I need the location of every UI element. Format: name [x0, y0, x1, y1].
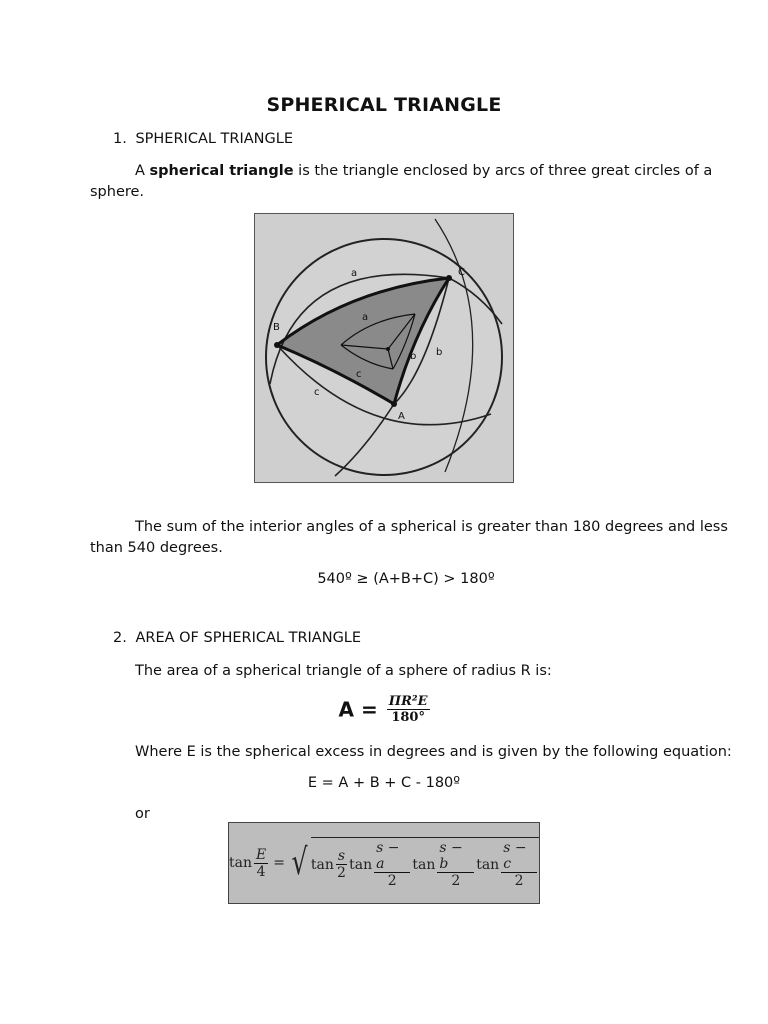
section-2-number: 2. [113, 630, 127, 646]
label-a-outer: a [351, 268, 358, 279]
sphere-diagram [255, 214, 513, 482]
formula-equals: = [273, 855, 285, 871]
vertex-c-dot [446, 275, 452, 281]
definition-text-end: is the triangle enclosed by arcs of three great circles of a [293, 163, 713, 179]
formula-4-denominator: 4 [256, 863, 266, 880]
angle-sum-line2: than 540 degrees. [90, 540, 223, 556]
formula-tan-2: tan [349, 856, 373, 873]
definition-term: spherical triangle [149, 163, 294, 179]
excess-equation: E = A + B + C - 180º [307, 775, 461, 791]
label-b-inner: b [410, 351, 417, 362]
formula-tan-4: tan [476, 856, 500, 873]
area-formula-fraction [387, 694, 430, 725]
page-title: SPHERICAL TRIANGLE [266, 94, 502, 116]
definition-text-start: A [135, 163, 150, 179]
formula-fraction-2 [374, 840, 410, 889]
formula-fraction-e4 [254, 847, 268, 880]
area-formula-numerator: ΠR²E [388, 694, 428, 709]
label-c-inner: c [356, 369, 362, 380]
label-vertex-a: A [398, 411, 405, 422]
fraction-3-numerator: s − b [437, 840, 474, 873]
section-2-heading [113, 630, 361, 646]
fraction-3-denominator: 2 [451, 873, 461, 889]
fraction-4-denominator: 2 [514, 873, 524, 889]
label-a-inner: a [362, 312, 369, 323]
lhuilier-formula [228, 822, 540, 904]
area-formula-lhs: A = [338, 697, 378, 722]
fraction-2-numerator: s − a [374, 840, 410, 873]
or-text: or [135, 806, 150, 822]
formula-fraction-1 [336, 848, 347, 881]
formula-tan-1: tan [310, 856, 334, 873]
section-1-heading [113, 131, 293, 147]
formula-tan-3: tan [412, 856, 436, 873]
label-vertex-c: C [458, 267, 465, 278]
fraction-4-numerator: s − c [501, 840, 537, 873]
section-2-title: AREA OF SPHERICAL TRIANGLE [135, 630, 362, 646]
angle-sum-line1: The sum of the interior angles of a spherical is greater than 180 degrees and less [135, 519, 728, 535]
section-1-number: 1. [113, 131, 127, 147]
formula-tan-lhs: tan [229, 855, 252, 871]
area-formula [0, 694, 768, 725]
fraction-1-numerator: s [337, 848, 346, 864]
fraction-2-denominator: 2 [387, 873, 397, 889]
label-vertex-b: B [273, 322, 280, 333]
label-c-outer: c [314, 387, 320, 398]
section-1-title: SPHERICAL TRIANGLE [135, 131, 293, 147]
spherical-triangle-figure [254, 213, 514, 483]
sqrt-content [311, 837, 539, 889]
area-intro: The area of a spherical triangle of a sphere of radius R is: [135, 663, 552, 679]
formula-e-numerator: E [256, 846, 267, 863]
label-b-outer: b [436, 347, 443, 358]
excess-description: Where E is the spherical excess in degrees and is given by the following equation: [135, 744, 732, 760]
area-formula-denominator: 180° [391, 710, 425, 725]
vertex-b-dot [274, 342, 280, 348]
definition-paragraph [90, 161, 713, 203]
inequality-equation: 540º ≥ (A+B+C) > 180º [317, 571, 495, 587]
formula-fraction-3 [437, 840, 474, 889]
formula-fraction-4 [501, 840, 537, 889]
angle-sum-paragraph [90, 517, 728, 559]
fraction-1-denominator: 2 [337, 865, 346, 881]
definition-text-line2: sphere. [90, 184, 145, 200]
vertex-a-dot [391, 401, 397, 407]
sqrt-icon: √ [291, 842, 308, 883]
